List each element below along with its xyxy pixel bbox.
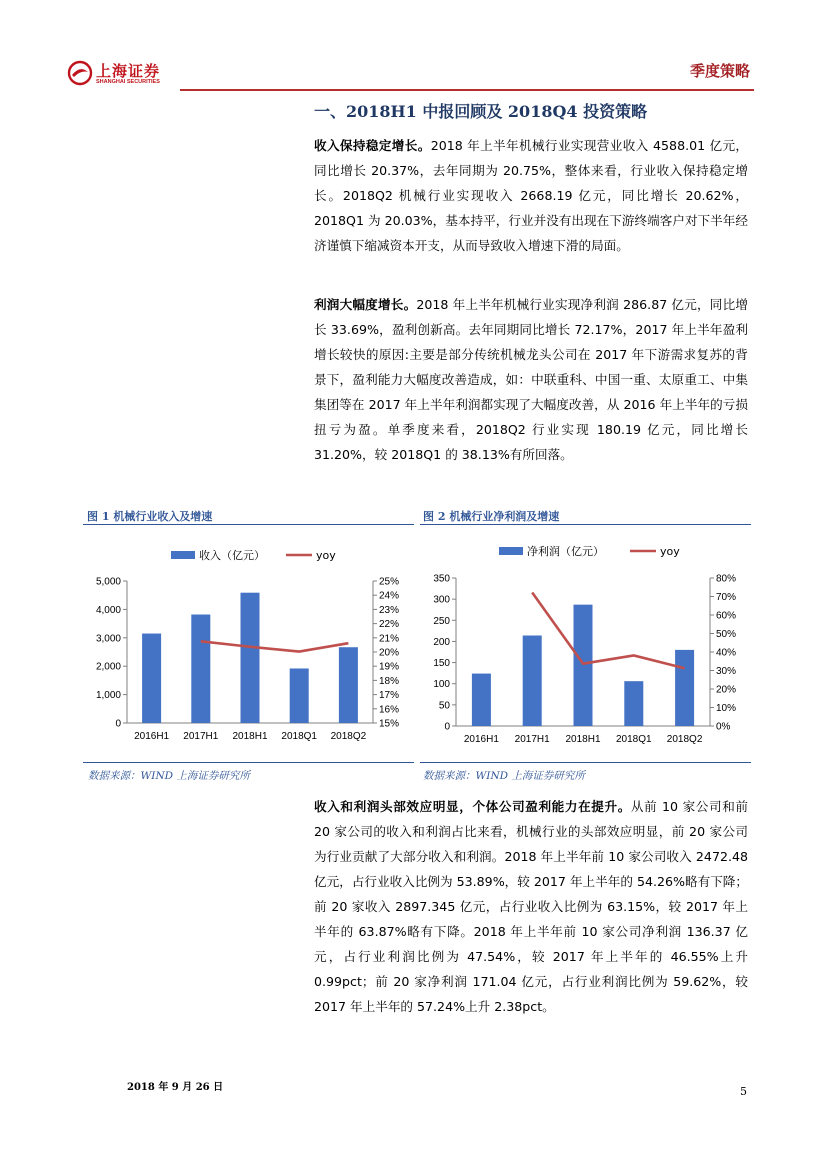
bar <box>339 647 358 723</box>
bar <box>142 634 161 723</box>
y-tick-label-right: 24% <box>379 590 400 602</box>
bar <box>574 605 593 726</box>
bar <box>472 674 491 726</box>
logo-text-en: SHANGHAI SECURITIES <box>96 79 160 85</box>
figure-1-bottom-rule <box>83 762 414 763</box>
company-logo <box>66 58 176 88</box>
paragraph-lead: 利润大幅度增长。 <box>314 297 417 312</box>
figure-1-chart <box>83 530 414 758</box>
paragraph-lead: 收入保持稳定增长。 <box>314 138 431 153</box>
yoy-line <box>532 592 684 668</box>
figure-2-title: 图 2 机械行业净利润及增速 <box>423 510 560 523</box>
y-tick-label-left: 150 <box>433 658 450 670</box>
page-number: 5 <box>740 1085 747 1098</box>
y-tick-label-right: 21% <box>379 633 400 645</box>
x-tick-label: 2018H1 <box>232 731 268 742</box>
y-tick-label-left: 4,000 <box>95 604 121 616</box>
y-tick-label-left: 300 <box>433 594 450 606</box>
header-divider <box>180 89 754 91</box>
y-tick-label-right: 22% <box>379 619 400 631</box>
y-tick-label-right: 30% <box>716 666 737 677</box>
x-tick-label: 2018Q1 <box>281 731 317 742</box>
bar <box>290 668 309 723</box>
report-type-label: 季度策略 <box>689 62 750 80</box>
yoy-line <box>201 641 349 651</box>
x-tick-label: 2018Q2 <box>666 734 703 745</box>
x-tick-label: 2017H1 <box>514 734 550 745</box>
y-tick-label-right: 25% <box>379 576 400 588</box>
paragraph-text: 2018 年上半年机械行业实现营业收入 4588.01 亿元，同比增长 20.37%，去年同期为 20.75%，整体来看，行业收入保持稳定增长。2018Q2 机械行业实现收入 2668.19 亿元，同比增长 20.62%，2018Q1 为 20.03%，基本持平，行业并没有出现在下游终端客户对下半年经济谨慎下缩减资本开支，从而导致收入增速下滑的局面。 <box>314 138 749 253</box>
y-tick-label-right: 15% <box>379 718 400 730</box>
figure-1-top-rule <box>83 524 414 525</box>
logo-text-cn: 上海证券 <box>96 62 161 80</box>
legend-bar-swatch <box>171 551 195 559</box>
legend-bar-label: 收入（亿元） <box>199 549 265 562</box>
paragraph-lead: 收入和利润头部效应明显，个体公司盈利能力在提升。 <box>314 799 631 814</box>
paragraph-revenue <box>314 133 748 258</box>
y-tick-label-right: 20% <box>716 684 737 696</box>
paragraph-text: 2018 年上半年机械行业实现净利润 286.87 亿元，同比增长 33.69%，盈利创新高。去年同期同比增长 72.17%，2017 年上半年盈利增长较快的原因:主要是部分传统机械龙头公司在 2017 年下游需求复苏的背景下，盈利能力大幅度改善造成，如：中联重科、中国一重、太原重工、中集集团等在 2017 年上半年利润都实现了大幅度改善，从 2016 年上半年的亏损扭亏为盈。单季度来看，2018Q2 行业实现 180.19 亿元，同比增长 31.20%，较 2018Q1 的 38.13%有所回落。 <box>314 297 748 462</box>
footer-date: 2018 年 9 月 26 日 <box>127 1082 224 1093</box>
page-header <box>66 56 754 90</box>
x-tick-label: 2017H1 <box>183 731 219 742</box>
y-tick-label-left: 0 <box>115 718 121 730</box>
y-tick-label-right: 17% <box>379 690 400 702</box>
y-tick-label-left: 2,000 <box>95 661 121 673</box>
y-tick-label-right: 40% <box>716 647 737 659</box>
legend-line-label: yoy <box>660 545 680 558</box>
figure-1-title: 图 1 机械行业收入及增速 <box>87 510 213 523</box>
y-tick-label-left: 50 <box>438 700 450 712</box>
bar <box>191 615 210 723</box>
x-tick-label: 2016H1 <box>463 734 499 745</box>
x-tick-label: 2016H1 <box>134 731 170 742</box>
figure-2-chart <box>420 530 751 758</box>
profit-chart-svg <box>420 530 751 758</box>
y-tick-label-right: 80% <box>716 573 737 585</box>
x-tick-label: 2018Q1 <box>616 734 652 745</box>
y-tick-label-right: 50% <box>716 629 737 640</box>
legend-bar-swatch <box>499 547 523 555</box>
y-tick-label-left: 250 <box>433 615 450 627</box>
figure-2-source: 数据来源：WIND 上海证券研究所 <box>423 770 585 782</box>
x-tick-label: 2018H1 <box>565 734 601 745</box>
paragraph-profit <box>314 292 748 467</box>
y-tick-label-right: 0% <box>716 721 731 733</box>
y-tick-label-left: 0 <box>444 721 450 733</box>
revenue-chart-svg <box>83 530 414 758</box>
y-tick-label-right: 10% <box>716 703 737 714</box>
bar <box>523 636 542 726</box>
bar <box>675 650 694 726</box>
y-tick-label-left: 350 <box>433 573 450 585</box>
y-tick-label-left: 200 <box>433 636 450 648</box>
y-tick-label-left: 1,000 <box>95 690 121 702</box>
figure-2-bottom-rule <box>420 762 751 763</box>
y-tick-label-left: 5,000 <box>95 576 121 588</box>
paragraph-text: 从前 10 家公司和前 20 家公司的收入和利润占比来看，机械行业的头部效应明显，前 20 家公司为行业贡献了大部分收入和利润。2018 年上半年前 10 家公司收入 2472.48 亿元，占行业收入比例为 53.89%，较 2017 年上半年的 54.26%略有下降；前 20 家收入 2897.345 亿元，占行业收入比例为 63.15%，较 2017 年上半年的 63.87%略有下降。2018 年上半年前 10 家公司净利润 136.37 亿元，占行业利润比例为 47.54%，较 2017 年上半年的 46.55%上升 0.99pct；前 20 家净利润 171.04 亿元，占行业利润比例为 59.62%，较 2017 年上半年的 57.24%上升 2.38pct。 <box>314 799 748 1014</box>
bar <box>624 681 643 726</box>
paragraph-concentration <box>314 794 748 1019</box>
logo-emblem-icon <box>66 60 94 86</box>
section-title: 一、2018H1 中报回顾及 2018Q4 投资策略 <box>314 102 648 121</box>
x-tick-label: 2018Q2 <box>330 731 367 742</box>
y-tick-label-right: 16% <box>379 704 400 716</box>
legend-bar-label: 净利润（亿元） <box>527 545 604 558</box>
y-tick-label-left: 3,000 <box>95 633 121 645</box>
y-tick-label-right: 70% <box>716 592 737 603</box>
figure-2-top-rule <box>420 524 751 525</box>
legend-line-label: yoy <box>316 549 336 562</box>
y-tick-label-right: 60% <box>716 610 737 622</box>
y-tick-label-right: 20% <box>379 647 400 659</box>
y-tick-label-right: 23% <box>379 604 400 616</box>
y-tick-label-left: 100 <box>433 679 450 691</box>
y-tick-label-right: 19% <box>379 661 400 673</box>
figure-1-source: 数据来源：WIND 上海证券研究所 <box>88 770 250 782</box>
y-tick-label-right: 18% <box>379 675 400 687</box>
bar <box>241 593 260 723</box>
